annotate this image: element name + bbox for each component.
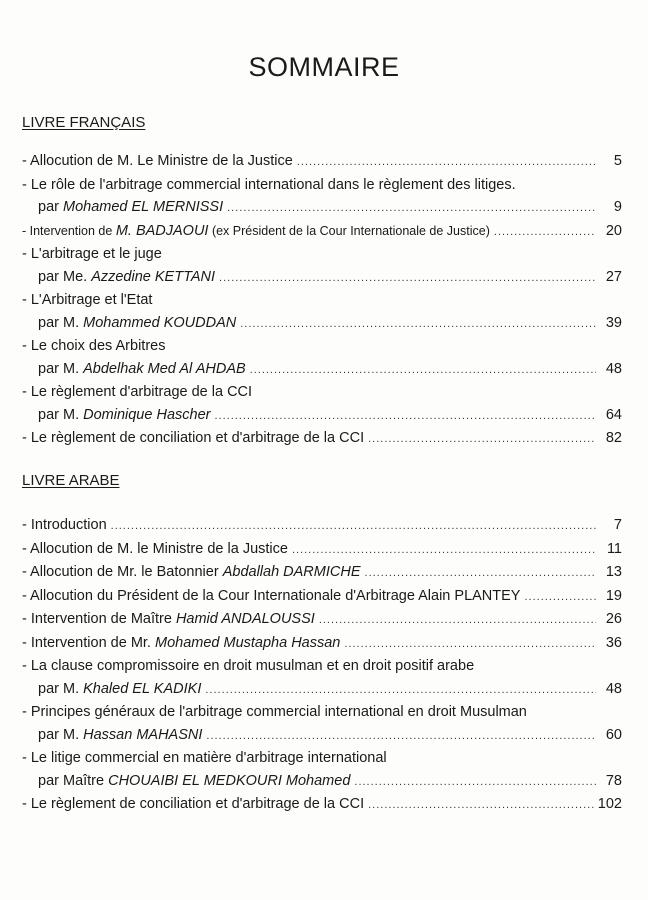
toc-entry-line xyxy=(22,793,622,817)
toc-entry-author: Hassan MAHASNI xyxy=(83,726,203,743)
toc-entry-line xyxy=(22,655,622,678)
toc-entry-text xyxy=(22,514,107,537)
toc-page-number: 60 xyxy=(605,726,622,743)
toc-entry-title: - Intervention de xyxy=(22,223,116,238)
page-title: SOMMAIRE xyxy=(248,52,400,82)
toc-entry-author: Azzedine KETTANI xyxy=(91,268,216,285)
toc-entry-author: Mohamed Mustapha Hassan xyxy=(154,634,341,651)
toc-entry-text xyxy=(22,150,293,173)
dot-leader xyxy=(319,609,596,632)
toc-entry-text xyxy=(22,335,165,358)
toc-entry-title: - Le choix des Arbitres xyxy=(22,338,166,354)
toc-entry-text xyxy=(38,266,215,289)
toc-entry-text xyxy=(22,243,162,266)
dot-leader xyxy=(219,267,596,290)
toc-entry-line xyxy=(22,381,622,404)
toc-entry-line xyxy=(22,404,622,428)
toc-entry-text xyxy=(22,608,315,631)
toc-entry-line xyxy=(22,427,622,451)
toc-entry-title: - Principes généraux de l'arbitrage commercial international en droit Musulman xyxy=(22,704,527,720)
toc-page-number: 9 xyxy=(613,199,622,215)
toc-entry-text xyxy=(38,404,210,427)
toc-page-number: 19 xyxy=(605,587,622,604)
toc-entry-title-suffix: (ex Président de la Cour Internationale de Justice) xyxy=(208,223,490,238)
toc-entry-text xyxy=(38,196,223,219)
toc-entry-text xyxy=(38,312,236,335)
dot-leader xyxy=(344,633,596,656)
toc-entry-text xyxy=(38,724,202,747)
toc-page-number: 5 xyxy=(613,153,622,169)
toc-entry-title: par M. xyxy=(38,314,84,331)
dot-leader xyxy=(227,197,596,220)
toc-entry-title: par M. xyxy=(38,360,84,377)
toc-entry-title: - Intervention de Maître xyxy=(22,611,176,627)
toc-entry-title: par xyxy=(38,199,63,215)
toc-entry-author: Abdallah DARMICHE xyxy=(222,564,361,580)
toc-entry-author: Abdelhak Med Al AHDAB xyxy=(83,360,246,377)
toc-entry-author: Mohamed EL MERNISSI xyxy=(63,199,224,215)
toc-page-number: 82 xyxy=(605,430,622,446)
toc-entry-text xyxy=(22,220,490,243)
section-heading-arabe: LIVRE ARABE xyxy=(22,472,120,489)
toc-entry-title: par M. xyxy=(38,726,84,743)
dot-leader xyxy=(494,221,596,244)
toc-entry-line xyxy=(22,174,622,197)
toc-entry-line xyxy=(22,289,622,312)
toc-entry-title: - L'arbitrage et le juge xyxy=(22,246,162,262)
dot-leader xyxy=(365,562,596,585)
dot-leader xyxy=(205,679,596,702)
toc-entry-text xyxy=(22,793,364,816)
toc-list-arabe xyxy=(22,514,622,817)
toc-entry-line xyxy=(22,632,622,656)
toc-page-number: 13 xyxy=(605,564,622,580)
toc-entry-text xyxy=(22,747,387,770)
toc-entry-title: par Maître xyxy=(38,772,109,789)
toc-entry-line xyxy=(22,678,622,702)
toc-entry-title: - Allocution de M. le Ministre de la Justice xyxy=(22,540,288,557)
toc-entry-title: - Le règlement d'arbitrage de la CCI xyxy=(22,384,253,400)
dot-leader xyxy=(297,151,596,174)
toc-page-number: 48 xyxy=(605,680,622,697)
toc-entry-author: Mohammed KOUDDAN xyxy=(83,314,237,331)
toc-page-number: 20 xyxy=(605,222,622,239)
toc-entry-title: - Introduction xyxy=(22,517,107,533)
toc-entry-line xyxy=(22,358,622,382)
dot-leader xyxy=(206,725,596,748)
dot-leader xyxy=(354,771,596,794)
toc-entry-line xyxy=(22,608,622,632)
toc-entry-text xyxy=(22,381,252,404)
toc-page-number: 48 xyxy=(605,360,622,377)
toc-entry-text xyxy=(38,770,350,793)
dot-leader xyxy=(292,539,596,562)
toc-entry-title: - Intervention de Mr. xyxy=(22,634,155,651)
toc-entry-line xyxy=(22,770,622,794)
toc-page-number: 36 xyxy=(605,634,622,651)
toc-page-number: 39 xyxy=(605,314,622,331)
toc-entry-text xyxy=(22,427,364,450)
toc-entry-title: - La clause compromissoire en droit musulman et en droit positif arabe xyxy=(22,658,475,674)
toc-entry-text xyxy=(22,538,288,561)
dot-leader xyxy=(368,428,596,451)
dot-leader xyxy=(368,794,594,817)
toc-entry-title: - Le règlement de conciliation et d'arbitrage de la CCI xyxy=(22,796,365,812)
toc-entry-text xyxy=(22,701,527,724)
dot-leader xyxy=(111,515,596,538)
toc-page-number: 27 xyxy=(605,268,622,285)
dot-leader xyxy=(214,405,596,428)
toc-entry-title: par M. xyxy=(38,406,84,423)
toc-entry-line xyxy=(22,150,622,174)
toc-entry-title: par M. xyxy=(38,680,84,697)
toc-entry-line xyxy=(22,335,622,358)
dot-leader xyxy=(524,586,596,609)
dot-leader xyxy=(240,313,596,336)
toc-entry-line xyxy=(22,196,622,220)
toc-entry-line xyxy=(22,585,622,609)
toc-page-number: 102 xyxy=(597,796,622,812)
toc-entry-title: - Le règlement de conciliation et d'arbitrage de la CCI xyxy=(22,430,365,446)
toc-entry-text xyxy=(38,678,201,701)
toc-list-francais xyxy=(22,150,622,451)
dot-leader xyxy=(250,359,596,382)
toc-entry-line xyxy=(22,266,622,290)
toc-entry-title: par Me. xyxy=(38,268,92,285)
toc-entry-line xyxy=(22,220,622,244)
toc-entry-author: M. BADJAOUI xyxy=(115,222,209,239)
toc-entry-title: - L'Arbitrage et l'Etat xyxy=(22,292,153,308)
toc-entry-text xyxy=(22,585,520,608)
toc-entry-line xyxy=(22,724,622,748)
toc-entry-text xyxy=(22,655,474,678)
toc-entry-text xyxy=(22,174,516,197)
toc-entry-author: Khaled EL KADIKI xyxy=(83,680,202,697)
toc-entry-author: Hamid ANDALOUSSI xyxy=(175,611,315,627)
toc-page-number: 78 xyxy=(605,772,622,789)
toc-entry-line xyxy=(22,747,622,770)
toc-entry-title: - Allocution du Président de la Cour Internationale d'Arbitrage Alain PLANTEY xyxy=(22,587,521,604)
toc-entry-author: CHOUAIBI EL MEDKOURI Mohamed xyxy=(108,772,351,789)
toc-entry-text xyxy=(22,289,152,312)
toc-entry-line xyxy=(22,312,622,336)
toc-entry-text xyxy=(22,632,340,655)
toc-page-number: 26 xyxy=(605,611,622,627)
toc-page-number: 11 xyxy=(606,540,622,557)
toc-entry-line xyxy=(22,538,622,562)
toc-entry-line xyxy=(22,561,622,585)
toc-entry-title: - Le litige commercial en matière d'arbitrage international xyxy=(22,750,387,766)
toc-page-number: 7 xyxy=(613,517,622,533)
section-heading-francais: LIVRE FRANÇAIS xyxy=(22,114,146,131)
toc-entry-line xyxy=(22,514,622,538)
toc-entry-text xyxy=(22,561,361,584)
toc-entry-title: - Allocution de Mr. le Batonnier xyxy=(22,564,223,580)
toc-entry-line xyxy=(22,243,622,266)
toc-entry-author: Dominique Hascher xyxy=(83,406,211,423)
toc-entry-line xyxy=(22,701,622,724)
toc-entry-text xyxy=(38,358,246,381)
toc-entry-title: - Allocution de M. Le Ministre de la Justice xyxy=(22,153,293,169)
toc-page-number: 64 xyxy=(605,406,622,423)
toc-entry-title: - Le rôle de l'arbitrage commercial international dans le règlement des litiges. xyxy=(22,176,516,193)
